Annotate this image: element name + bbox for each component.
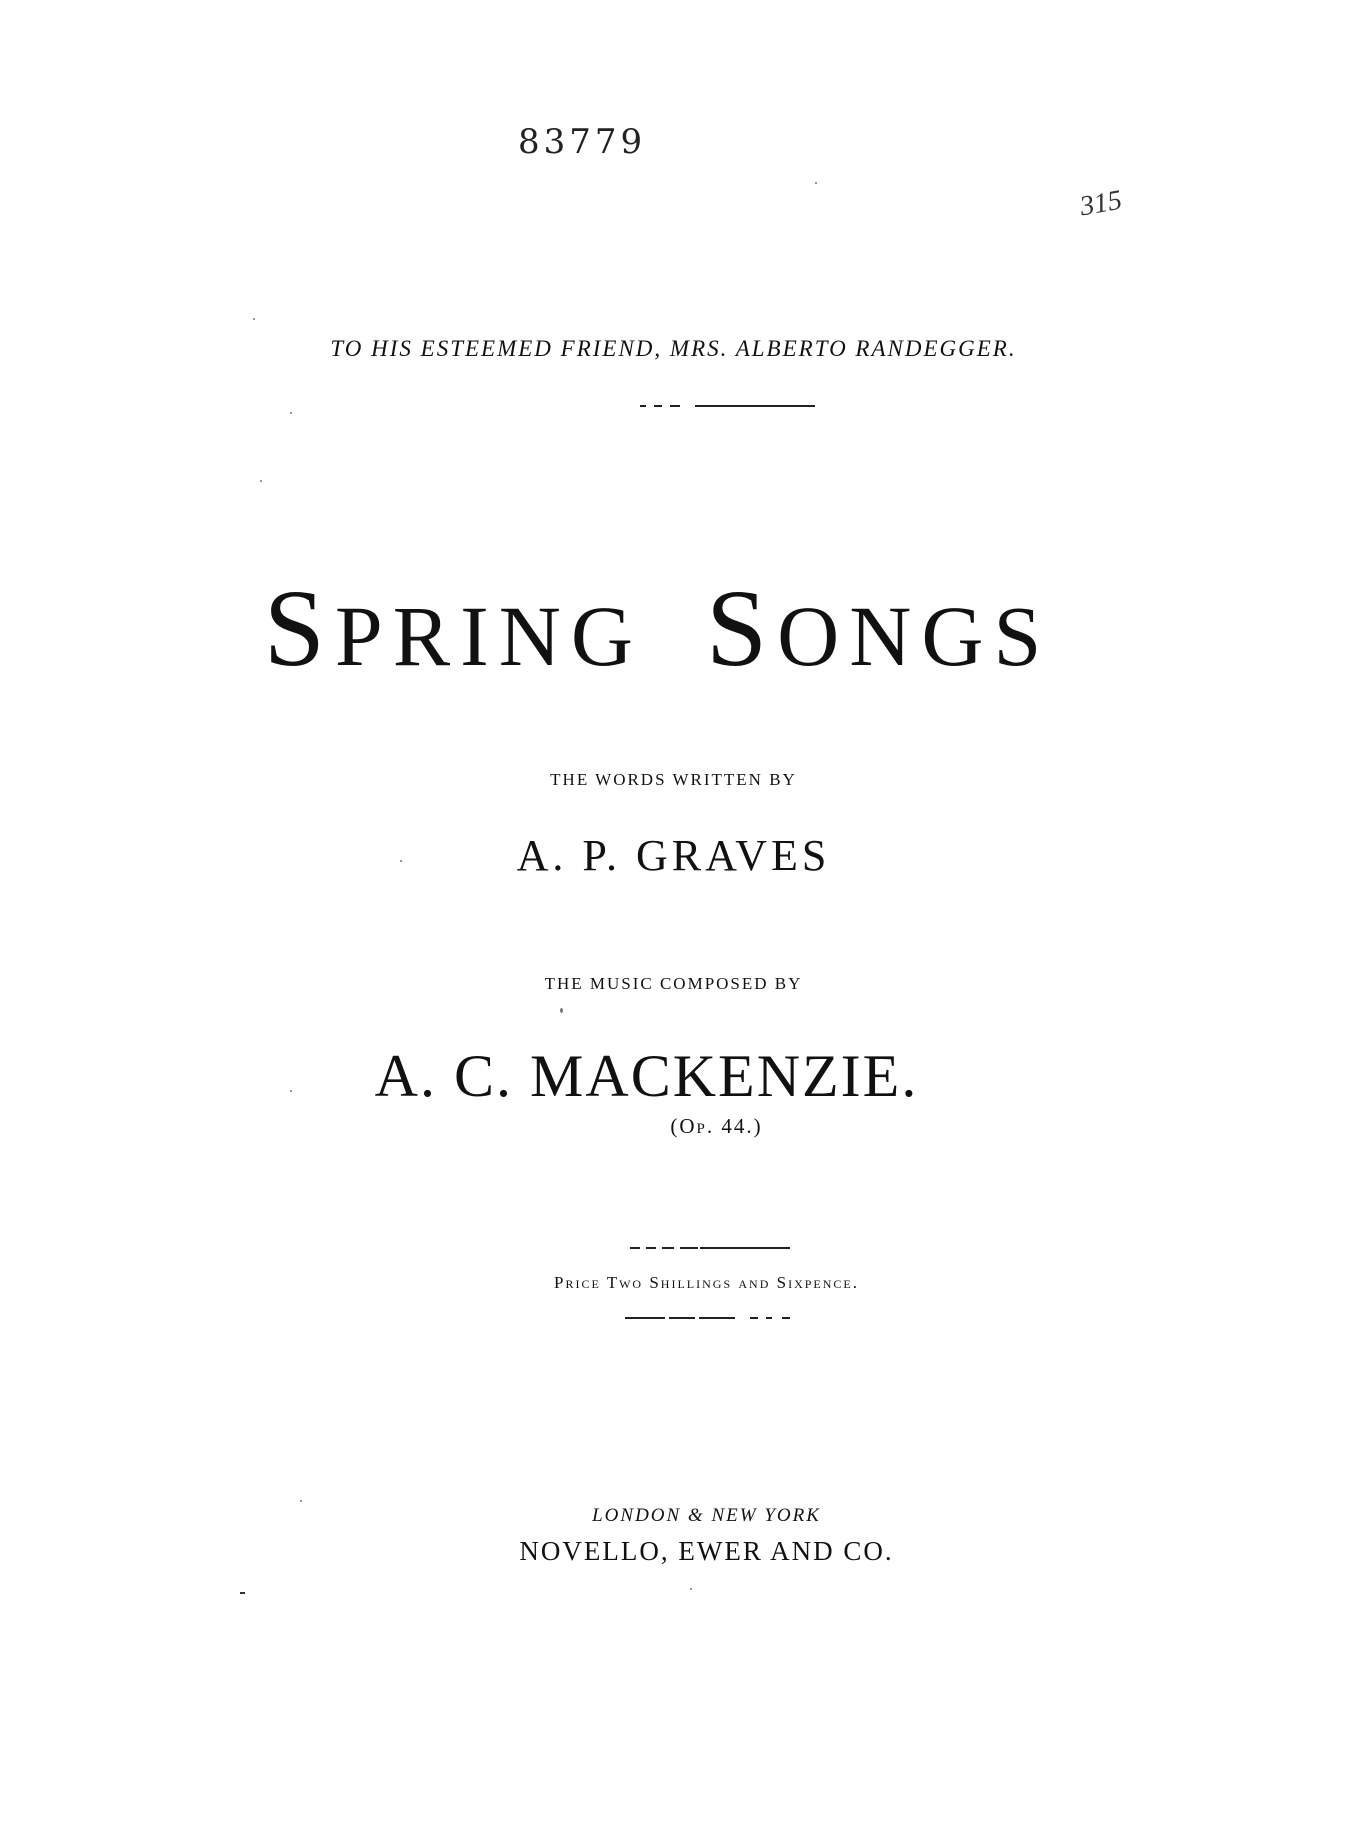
scan-speck bbox=[560, 1008, 563, 1013]
scan-speck bbox=[290, 412, 292, 414]
handwritten-margin-note: 315 bbox=[1077, 184, 1125, 223]
page-title bbox=[0, 565, 1331, 692]
title-word-rest: ONGS bbox=[777, 588, 1052, 684]
divider-dashes bbox=[630, 1247, 698, 1249]
lyricist-name: A. P. GRAVES bbox=[516, 831, 831, 880]
title-word-rest: PRING bbox=[334, 588, 643, 684]
words-label: THE WORDS WRITTEN BY bbox=[550, 770, 797, 789]
divider-dashes bbox=[640, 405, 680, 407]
opus-number: (Op. 44.) bbox=[670, 1114, 763, 1138]
scan-speck bbox=[240, 1592, 245, 1594]
divider-rule bbox=[695, 405, 815, 407]
divider-rule bbox=[700, 1247, 790, 1249]
publisher-place: LONDON & NEW YORK bbox=[592, 1505, 821, 1526]
music-label: THE MUSIC COMPOSED BY bbox=[544, 974, 803, 993]
dedication: TO HIS ESTEEMED FRIEND, MRS. ALBERTO RANDEGGER. bbox=[330, 336, 1017, 361]
scan-speck bbox=[690, 1588, 692, 1590]
scan-speck bbox=[400, 860, 402, 862]
divider-dashes bbox=[750, 1317, 790, 1319]
scan-speck bbox=[815, 182, 817, 184]
publisher-name: NOVELLO, EWER AND CO. bbox=[519, 1536, 894, 1566]
price-line: Price Two Shillings and Sixpence. bbox=[553, 1273, 859, 1292]
title-initial: S bbox=[263, 567, 335, 689]
scan-speck bbox=[290, 1090, 292, 1092]
scan-speck bbox=[260, 480, 262, 482]
title-initial: S bbox=[705, 567, 778, 689]
composer-name: A. C. MACKENZIE. bbox=[374, 1043, 919, 1109]
divider-rule bbox=[625, 1317, 735, 1319]
scan-speck bbox=[253, 318, 255, 320]
catalog-number-stamp: 83779 bbox=[518, 122, 647, 162]
scan-speck bbox=[300, 1500, 302, 1502]
